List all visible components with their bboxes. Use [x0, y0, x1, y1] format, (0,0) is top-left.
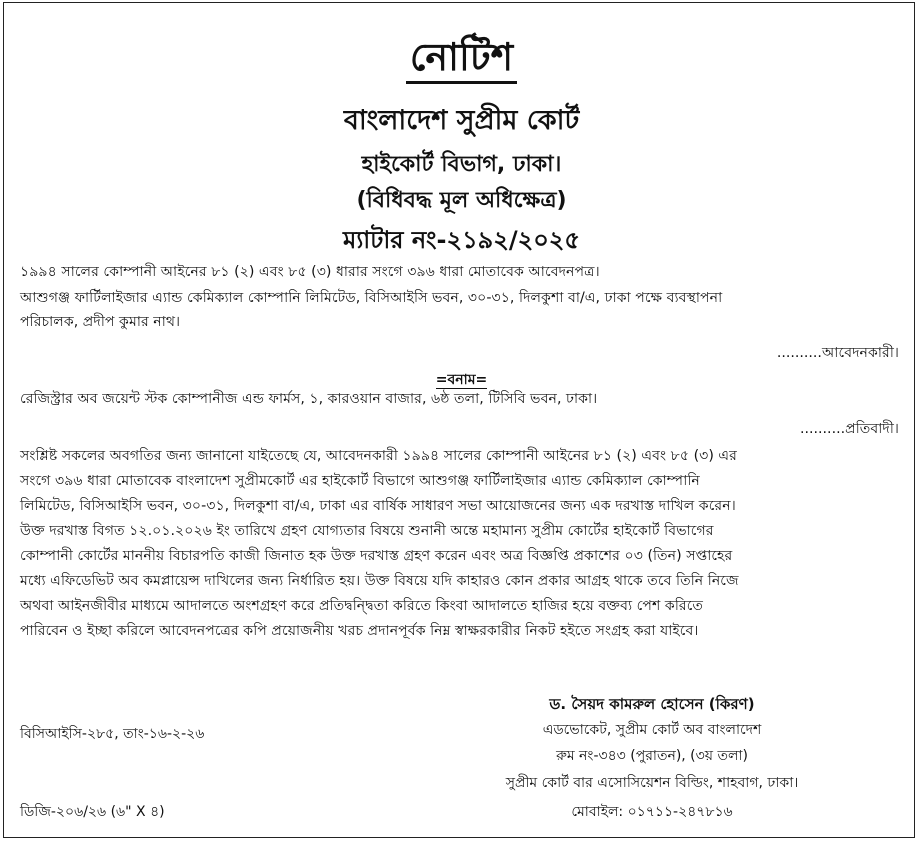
body-line-2: সংগে ৩৯৬ ধারা মোতাবেক বাংলাদেশ সুপ্রীমকোর্ট এর হাইকোর্ট বিভাগে আশুগঞ্জ ফার্টিলাইজার এ্যান্ড কেমিক্যাল কোম্পানি — [20, 473, 700, 489]
versus-label: =বনাম= — [435, 372, 488, 388]
body-line-3: লিমিটেড, বিসিআইসি ভবন, ৩০-৩১, দিলকুশা বা/এ, ঢাকা এর বার্ষিক সাধারণ সভা আয়োজনের জন্য এক দরখাস্ত দাখিল করেন। — [20, 498, 736, 514]
signatory-mobile: মোবাইল: ০১৭১১-২৪৭৮১৬ — [571, 804, 733, 820]
jurisdiction: (বিধিবদ্ধ মূল অধিক্ষেত্র) — [356, 188, 567, 213]
respondent-line: রেজিস্ট্রার অব জয়েন্ট স্টক কোম্পানীজ এন্ড ফার্মস, ১, কারওয়ান বাজার, ৬ষ্ঠ তলা, টিসিবি ভবন, ঢাকা। — [20, 391, 598, 407]
body-line-4: উক্ত দরখাস্ত বিগত ১২.০১.২০২৬ ইং তারিখে গ্রহণ যোগ্যতার বিষয়ে শুনানী অন্তে মহামান্য সুপ্রীম কোর্টের হাইকোর্ট বিভাগের — [20, 523, 714, 539]
applicant-label: ..........আবেদনকারী। — [776, 345, 899, 361]
application-line: ১৯৯৪ সালের কোম্পানী আইনের ৮১ (২) এবং ৮৫ (৩) ধারার সংগে ৩৯৬ ধারা মোতাবেক আবেদনপত্র। — [20, 264, 600, 280]
body-line-8: পারিবেন ও ইচ্ছা করিলে আবেদনপত্রের কপি প্রয়োজনীয় খরচ প্রদানপূর্বক নিম্ন স্বাক্ষরকারীর নিকট হইতে সংগ্রহ করা যাইবে। — [20, 623, 699, 639]
dg-number: ডিজি-২০৬/২৬ (৬" X ৪) — [20, 804, 165, 820]
applicant-line-2: পরিচালক, প্রদীপ কুমার নাথ। — [20, 314, 181, 330]
notice-title: নোটিশ — [0, 28, 923, 92]
signatory-name: ড. সৈয়দ কামরুল হোসেন (কিরণ) — [549, 695, 755, 713]
body-line-7: অথবা আইনজীবীর মাধ্যমে আদালতে অংশগ্রহণ করে প্রতিদ্বন্দ্বিতা করিতে কিংবা আদালতে হাজির হয়ে বক্তব্য পেশ করিতে — [20, 598, 704, 614]
respondent-label: ..........প্রতিবাদী। — [800, 421, 899, 437]
body-line-5: কোম্পানী কোর্টের মাননীয় বিচারপতি কাজী জিনাত হক উক্ত দরখাস্ত গ্রহণ করেন এবং অত্র বিজ্ঞপ্তি প্রকাশের ০৩ (তিন) সপ্তাহের — [20, 548, 733, 564]
signatory-designation: এডভোকেট, সুপ্রীম কোর্ট অব বাংলাদেশ — [542, 722, 762, 738]
matter-number: ম্যাটার নং-২১৯২/২০২৫ — [343, 226, 580, 254]
reference-number: বিসিআইসি-২৮৫, তাং-১৬-২-২৬ — [20, 726, 205, 742]
body-line-1: সংশ্লিষ্ট সকলের অবগতির জন্য জানানো যাইতেছে যে, আবেদনকারী ১৯৯৪ সালের কোম্পানী আইনের ৮১ (২) এবং ৮৫ (৩) এর — [20, 448, 737, 464]
signatory-address: সুপ্রীম কোর্ট বার এসোসিয়েশন বিল্ডিং, শাহবাগ, ঢাকা। — [505, 775, 799, 791]
applicant-line-1: আশুগঞ্জ ফার্টিলাইজার এ্যান্ড কেমিক্যাল কোম্পানি লিমিটেড, বিসিআইসি ভবন, ৩০-৩১, দিলকুশা বা/এ, ঢাকা পক্ষে ব্যবস্থাপনা — [20, 290, 723, 306]
court-division: হাইকোর্ট বিভাগ, ঢাকা। — [361, 152, 562, 177]
body-line-6: মধ্যে এফিডেভিট অব কমপ্লায়েন্স দাখিলের জন্য নির্ধারিত হয়। উক্ত বিষয়ে যদি কাহারও কোন প্রকার আগ্রহ থাকে তবে তিনি নিজে — [20, 573, 739, 589]
signatory-room: রুম নং-৩৪৩ (পুরাতন), (৩য় তলা) — [556, 748, 748, 764]
court-name: বাংলাদেশ সুপ্রীম কোর্ট — [343, 105, 580, 136]
